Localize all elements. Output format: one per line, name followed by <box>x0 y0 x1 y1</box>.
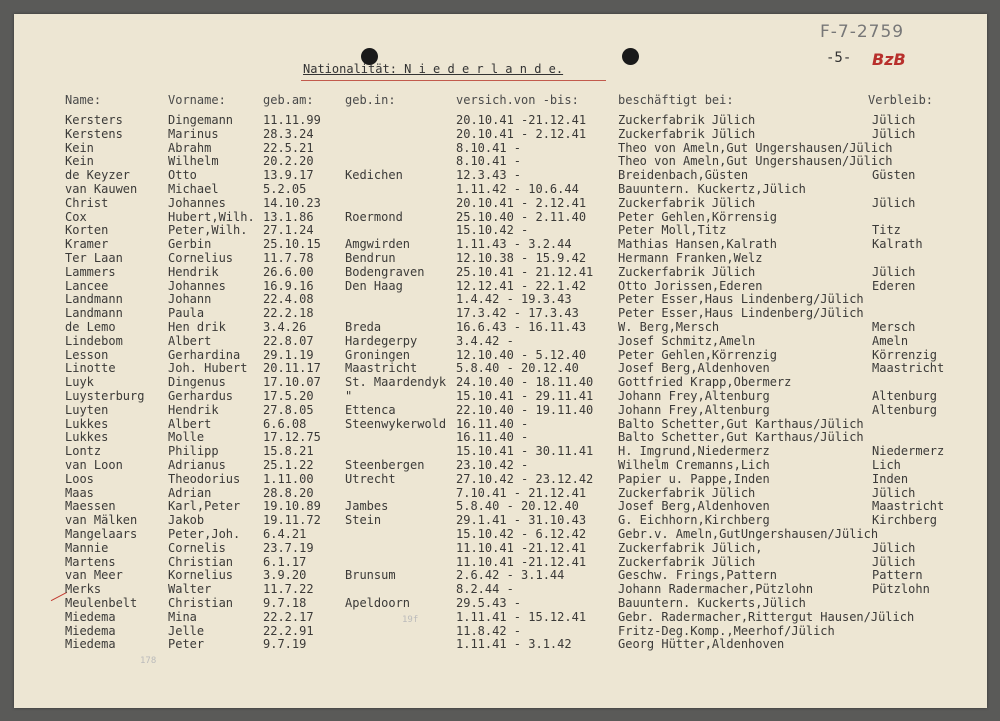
birth-date: 23.7.19 <box>263 540 314 555</box>
last-name: van Mälken <box>65 513 138 528</box>
last-name: Luysterburg <box>65 389 145 403</box>
birth-date: 22.2.17 <box>263 609 314 624</box>
birth-date: 22.5.21 <box>263 140 314 155</box>
last-name: Lontz <box>65 444 102 459</box>
first-name: Albert <box>168 416 212 431</box>
first-name: Otto <box>168 168 197 183</box>
birth-date: 11.7.78 <box>263 251 314 265</box>
punch-hole <box>622 48 639 65</box>
employer: G. Eichhorn,Kirchberg <box>618 513 770 528</box>
birth-date: 19.10.89 <box>263 499 321 514</box>
birth-date: 25.1.22 <box>263 458 314 472</box>
last-name: Christ <box>65 195 109 210</box>
birth-date: 1.11.00 <box>263 471 314 486</box>
whereabouts: Niedermerz <box>872 444 945 459</box>
insured-period: 3.4.42 - <box>456 333 514 348</box>
first-name: Hen drik <box>168 320 226 334</box>
employer: Johann Frey,Altenburg <box>618 389 770 403</box>
table-row <box>0 555 1000 569</box>
header-insured: versich.von -bis: <box>456 93 579 107</box>
insured-period: 15.10.42 - <box>456 223 529 238</box>
first-name: Jelle <box>168 623 205 638</box>
last-name: Landmann <box>65 306 123 321</box>
insured-period: 1.11.41 - 15.12.41 <box>456 609 587 624</box>
first-name: Philipp <box>168 444 219 459</box>
insured-period: 20.10.41 - 2.12.41 <box>456 195 587 210</box>
first-name: Marinus <box>168 126 219 141</box>
first-name: Adrian <box>168 485 212 500</box>
employer: Hermann Franken,Welz <box>618 251 763 265</box>
table-row <box>0 210 1000 224</box>
first-name: Gerhardina <box>168 347 241 362</box>
margin-mark: 19f <box>402 615 419 625</box>
insured-period: 12.10.38 - 15.9.42 <box>456 251 587 265</box>
header-first-name: Vorname: <box>168 93 226 107</box>
last-name: Mannie <box>65 540 109 555</box>
table-row <box>0 389 1000 403</box>
employer: Zuckerfabrik Jülich <box>618 485 756 500</box>
employer: Breidenbach,Güsten <box>618 168 749 183</box>
employer: Mathias Hansen,Kalrath <box>618 237 777 252</box>
birth-place: St. Maardendyk <box>345 375 447 390</box>
birth-date: 25.10.15 <box>263 237 321 252</box>
table-row <box>0 375 1000 389</box>
table-row <box>0 499 1000 513</box>
birth-date: 13.1.86 <box>263 209 314 224</box>
first-name: Dingemann <box>168 113 234 127</box>
table-row <box>0 196 1000 210</box>
table-row <box>0 141 1000 155</box>
table-row <box>0 403 1000 417</box>
header-name: Name: <box>65 93 102 107</box>
first-name: Gerhardus <box>168 389 234 403</box>
employer: H. Imgrund,Niedermerz <box>618 444 770 459</box>
first-name: Michael <box>168 182 219 196</box>
employer: Bauuntern. Kuckertz,Jülich <box>618 182 806 196</box>
table-row <box>0 624 1000 638</box>
birth-place: " <box>345 389 353 403</box>
whereabouts: Pattern <box>872 568 923 583</box>
last-name: Lindebom <box>65 333 123 348</box>
table-row <box>0 182 1000 196</box>
birth-date: 15.8.21 <box>263 444 314 459</box>
insured-period: 15.10.42 - 6.12.42 <box>456 527 587 541</box>
birth-date: 11.11.99 <box>263 113 321 127</box>
whereabouts: Kalrath <box>872 237 923 252</box>
last-name: Lukkes <box>65 416 109 431</box>
insured-period: 1.4.42 - 19.3.43 <box>456 292 572 307</box>
first-name: Hendrik <box>168 402 219 417</box>
birth-place: Stein <box>345 513 382 528</box>
birth-place: Brunsum <box>345 568 396 583</box>
last-name: Martens <box>65 554 116 569</box>
whereabouts: Ederen <box>872 278 916 293</box>
last-name: Mangelaars <box>65 527 138 541</box>
employer: Balto Schetter,Gut Karthaus/Jülich <box>618 416 864 431</box>
table-row <box>0 113 1000 127</box>
first-name: Johannes <box>168 278 226 293</box>
last-name: Kerstens <box>65 126 123 141</box>
first-name: Albert <box>168 333 212 348</box>
first-name: Christian <box>168 554 234 569</box>
first-name: Hendrik <box>168 264 219 279</box>
whereabouts: Mersch <box>872 320 916 334</box>
employer: Gottfried Krapp,Obermerz <box>618 375 792 390</box>
first-name: Christian <box>168 596 234 610</box>
birth-place: Amgwirden <box>345 237 411 252</box>
birth-place: Bodengraven <box>345 264 425 279</box>
first-name: Abrahm <box>168 140 212 155</box>
insured-period: 15.10.41 - 30.11.41 <box>456 444 594 459</box>
employer: Gebr. Radermacher,Rittergut Hausen/Jülich <box>618 609 915 624</box>
table-row <box>0 610 1000 624</box>
table-row <box>0 568 1000 582</box>
insured-period: 20.10.41 - 2.12.41 <box>456 126 587 141</box>
last-name: Linotte <box>65 361 116 376</box>
table-row <box>0 348 1000 362</box>
table-row <box>0 582 1000 596</box>
last-name: Miedema <box>65 623 116 638</box>
last-name: Meulenbelt <box>65 596 138 610</box>
margin-mark: 178 <box>140 656 157 666</box>
insured-period: 16.11.40 - <box>456 430 529 445</box>
table-row <box>0 154 1000 168</box>
birth-place: Jambes <box>345 499 389 514</box>
birth-date: 26.6.00 <box>263 264 314 279</box>
first-name: Dingenus <box>168 375 226 390</box>
birth-date: 6.6.08 <box>263 416 307 431</box>
first-name: Wilhelm <box>168 154 219 169</box>
whereabouts: Titz <box>872 223 901 238</box>
table-row <box>0 513 1000 527</box>
birth-place: Ettenca <box>345 402 396 417</box>
birth-date: 17.10.07 <box>263 375 321 390</box>
birth-date: 22.4.08 <box>263 292 314 307</box>
table-row <box>0 444 1000 458</box>
table-row <box>0 417 1000 431</box>
insured-period: 7.10.41 - 21.12.41 <box>456 485 587 500</box>
page-number: -5- <box>826 50 852 66</box>
employer: Zuckerfabrik Jülich <box>618 113 756 127</box>
birth-date: 27.8.05 <box>263 402 314 417</box>
last-name: van Loon <box>65 458 123 472</box>
table-row <box>0 458 1000 472</box>
first-name: Paula <box>168 306 205 321</box>
first-name: Walter <box>168 582 212 597</box>
archive-number: F-7-2759 <box>820 22 905 42</box>
birth-place: Utrecht <box>345 471 396 486</box>
whereabouts: Jülich <box>872 113 916 127</box>
birth-place: Bendrun <box>345 251 396 265</box>
whereabouts: Ameln <box>872 333 909 348</box>
insured-period: 8.10.41 - <box>456 154 522 169</box>
last-name: Ter Laan <box>65 251 123 265</box>
whereabouts: Maastricht <box>872 361 945 376</box>
employer: Johann Radermacher,Pützlohn <box>618 582 814 597</box>
first-name: Peter,Joh. <box>168 527 241 541</box>
birth-date: 3.9.20 <box>263 568 307 583</box>
table-row <box>0 430 1000 444</box>
last-name: Landmann <box>65 292 123 307</box>
table-row <box>0 292 1000 306</box>
whereabouts: Altenburg <box>872 402 938 417</box>
employer: Papier u. Pappe,Inden <box>618 471 770 486</box>
employer: Zuckerfabrik Jülich <box>618 126 756 141</box>
last-name: Kersters <box>65 113 123 127</box>
table-row <box>0 251 1000 265</box>
first-name: Gerbin <box>168 237 212 252</box>
birth-date: 17.5.20 <box>263 389 314 403</box>
insured-period: 8.10.41 - <box>456 140 522 155</box>
birth-date: 27.1.24 <box>263 223 314 238</box>
birth-date: 14.10.23 <box>263 195 321 210</box>
insured-period: 11.10.41 -21.12.41 <box>456 554 587 569</box>
table-row <box>0 127 1000 141</box>
table-row <box>0 334 1000 348</box>
first-name: Mina <box>168 609 197 624</box>
insured-period: 20.10.41 -21.12.41 <box>456 113 587 127</box>
document-title: Nationalität: N i e d e r l a n d e. <box>303 62 564 76</box>
employer: Zuckerfabrik Jülich <box>618 554 756 569</box>
last-name: Miedema <box>65 609 116 624</box>
title-red-underline <box>301 80 606 81</box>
birth-place: Kedichen <box>345 168 403 183</box>
birth-date: 22.8.07 <box>263 333 314 348</box>
birth-place: Groningen <box>345 347 411 362</box>
table-row <box>0 361 1000 375</box>
first-name: Jakob <box>168 513 205 528</box>
birth-date: 17.12.75 <box>263 430 321 445</box>
first-name: Adrianus <box>168 458 226 472</box>
insured-period: 1.11.41 - 3.1.42 <box>456 637 572 652</box>
insured-period: 16.6.43 - 16.11.43 <box>456 320 587 334</box>
employer: Johann Frey,Altenburg <box>618 402 770 417</box>
table-row <box>0 223 1000 237</box>
insured-period: 12.12.41 - 22.1.42 <box>456 278 587 293</box>
last-name: Kramer <box>65 237 109 252</box>
employer: Zuckerfabrik Jülich, <box>618 540 763 555</box>
first-name: Hubert,Wilh. <box>168 209 255 224</box>
whereabouts: Lich <box>872 458 901 472</box>
birth-date: 5.2.05 <box>263 182 307 196</box>
last-name: de Keyzer <box>65 168 131 183</box>
birth-place: Breda <box>345 320 382 334</box>
table-row <box>0 265 1000 279</box>
birth-date: 6.4.21 <box>263 527 307 541</box>
whereabouts: Pützlohn <box>872 582 930 597</box>
whereabouts: Inden <box>872 471 909 486</box>
last-name: Merks <box>65 582 102 597</box>
first-name: Cornelius <box>168 251 234 265</box>
last-name: Luyten <box>65 402 109 417</box>
table-row <box>0 306 1000 320</box>
first-name: Johann <box>168 292 212 307</box>
employer: Georg Hütter,Aldenhoven <box>618 637 785 652</box>
insured-period: 8.2.44 - <box>456 582 514 597</box>
last-name: Miedema <box>65 637 116 652</box>
last-name: Lammers <box>65 264 116 279</box>
employer: Theo von Ameln,Gut Ungershausen/Jülich <box>618 140 893 155</box>
whereabouts: Maastricht <box>872 499 945 514</box>
first-name: Molle <box>168 430 205 445</box>
insured-period: 23.10.42 - <box>456 458 529 472</box>
employer: Theo von Ameln,Gut Ungershausen/Jülich <box>618 154 893 169</box>
insured-period: 2.6.42 - 3.1.44 <box>456 568 565 583</box>
first-name: Peter <box>168 637 205 652</box>
birth-place: Apeldoorn <box>345 596 411 610</box>
birth-date: 16.9.16 <box>263 278 314 293</box>
birth-date: 9.7.19 <box>263 637 307 652</box>
whereabouts: Güsten <box>872 168 916 183</box>
insured-period: 15.10.41 - 29.11.41 <box>456 389 594 403</box>
table-row <box>0 237 1000 251</box>
insured-period: 5.8.40 - 20.12.40 <box>456 499 579 514</box>
last-name: de Lemo <box>65 320 116 334</box>
first-name: Joh. Hubert <box>168 361 248 376</box>
last-name: Lukkes <box>65 430 109 445</box>
employer: Bauuntern. Kuckerts,Jülich <box>618 596 806 610</box>
last-name: Kein <box>65 154 94 169</box>
table-row <box>0 472 1000 486</box>
whereabouts: Jülich <box>872 540 916 555</box>
first-name: Cornelis <box>168 540 226 555</box>
birth-date: 9.7.18 <box>263 596 307 610</box>
employer: Peter Gehlen,Körrensig <box>618 209 777 224</box>
first-name: Karl,Peter <box>168 499 241 514</box>
insured-period: 17.3.42 - 17.3.43 <box>456 306 579 321</box>
insured-period: 1.11.42 - 10.6.44 <box>456 182 579 196</box>
insured-period: 1.11.43 - 3.2.44 <box>456 237 572 252</box>
table-row <box>0 320 1000 334</box>
insured-period: 12.3.43 - <box>456 168 522 183</box>
birth-place: Roermond <box>345 209 403 224</box>
whereabouts: Altenburg <box>872 389 938 403</box>
table-row <box>0 486 1000 500</box>
birth-date: 6.1.17 <box>263 554 307 569</box>
last-name: Maas <box>65 485 94 500</box>
birth-date: 13.9.17 <box>263 168 314 183</box>
employer: Peter Gehlen,Körrenzig <box>618 347 777 362</box>
table-row <box>0 596 1000 610</box>
employer: Peter Esser,Haus Lindenberg/Jülich <box>618 292 864 307</box>
birth-date: 19.11.72 <box>263 513 321 528</box>
employer: Zuckerfabrik Jülich <box>618 264 756 279</box>
birth-date: 28.3.24 <box>263 126 314 141</box>
birth-place: Hardegerpy <box>345 333 418 348</box>
whereabouts: Kirchberg <box>872 513 938 528</box>
birth-date: 29.1.19 <box>263 347 314 362</box>
employer: Zuckerfabrik Jülich <box>618 195 756 210</box>
insured-period: 12.10.40 - 5.12.40 <box>456 347 587 362</box>
last-name: Lesson <box>65 347 109 362</box>
last-name: Maessen <box>65 499 116 514</box>
header-born-in: geb.in: <box>345 93 396 107</box>
first-name: Peter,Wilh. <box>168 223 248 238</box>
birth-date: 20.11.17 <box>263 361 321 376</box>
employer: Wilhelm Cremanns,Lich <box>618 458 770 472</box>
insured-period: 5.8.40 - 20.12.40 <box>456 361 579 376</box>
whereabouts: Jülich <box>872 126 916 141</box>
insured-period: 25.10.41 - 21.12.41 <box>456 264 594 279</box>
employer: Peter Esser,Haus Lindenberg/Jülich <box>618 306 864 321</box>
employer: Josef Berg,Aldenhoven <box>618 361 770 376</box>
last-name: Cox <box>65 209 87 224</box>
last-name: Kein <box>65 140 94 155</box>
insured-period: 22.10.40 - 19.11.40 <box>456 402 594 417</box>
whereabouts: Jülich <box>872 195 916 210</box>
birth-place: Den Haag <box>345 278 403 293</box>
first-name: Johannes <box>168 195 226 210</box>
table-row <box>0 637 1000 651</box>
whereabouts: Jülich <box>872 485 916 500</box>
header-whereabouts: Verbleib: <box>868 93 934 107</box>
handwritten-initials: BzB <box>872 50 906 69</box>
last-name: van Meer <box>65 568 123 583</box>
whereabouts: Jülich <box>872 264 916 279</box>
header-born-on: geb.am: <box>263 93 314 107</box>
birth-date: 22.2.18 <box>263 306 314 321</box>
header-employed: beschäftigt bei: <box>618 93 734 107</box>
employer: Josef Berg,Aldenhoven <box>618 499 770 514</box>
birth-date: 20.2.20 <box>263 154 314 169</box>
insured-period: 11.8.42 - <box>456 623 522 638</box>
table-header <box>0 93 1000 107</box>
last-name: Loos <box>65 471 94 486</box>
insured-period: 29.1.41 - 31.10.43 <box>456 513 587 528</box>
employer: Otto Jorissen,Ederen <box>618 278 763 293</box>
employer: W. Berg,Mersch <box>618 320 720 334</box>
whereabouts: Körrenzig <box>872 347 938 362</box>
employer: Balto Schetter,Gut Karthaus/Jülich <box>618 430 864 445</box>
table-row <box>0 168 1000 182</box>
insured-period: 29.5.43 - <box>456 596 522 610</box>
insured-period: 27.10.42 - 23.12.42 <box>456 471 594 486</box>
last-name: Korten <box>65 223 109 238</box>
last-name: Lancee <box>65 278 109 293</box>
birth-place: Steenwykerwold <box>345 416 447 431</box>
employer: Josef Schmitz,Ameln <box>618 333 756 348</box>
birth-place: Maastricht <box>345 361 418 376</box>
insured-period: 11.10.41 -21.12.41 <box>456 540 587 555</box>
insured-period: 24.10.40 - 18.11.40 <box>456 375 594 390</box>
last-name: van Kauwen <box>65 182 138 196</box>
insured-period: 25.10.40 - 2.11.40 <box>456 209 587 224</box>
table-row <box>0 541 1000 555</box>
employer: Gebr.v. Ameln,GutUngershausen/Jülich <box>618 527 879 541</box>
employer: Peter Moll,Titz <box>618 223 727 238</box>
birth-date: 22.2.91 <box>263 623 314 638</box>
employer: Fritz-Deg.Komp.,Meerhof/Jülich <box>618 623 835 638</box>
whereabouts: Jülich <box>872 554 916 569</box>
birth-date: 28.8.20 <box>263 485 314 500</box>
table-row <box>0 527 1000 541</box>
first-name: Theodorius <box>168 471 241 486</box>
birth-date: 3.4.26 <box>263 320 307 334</box>
table-row <box>0 279 1000 293</box>
insured-period: 16.11.40 - <box>456 416 529 431</box>
birth-date: 11.7.22 <box>263 582 314 597</box>
birth-place: Steenbergen <box>345 458 425 472</box>
first-name: Kornelius <box>168 568 234 583</box>
employer: Geschw. Frings,Pattern <box>618 568 777 583</box>
last-name: Luyk <box>65 375 94 390</box>
